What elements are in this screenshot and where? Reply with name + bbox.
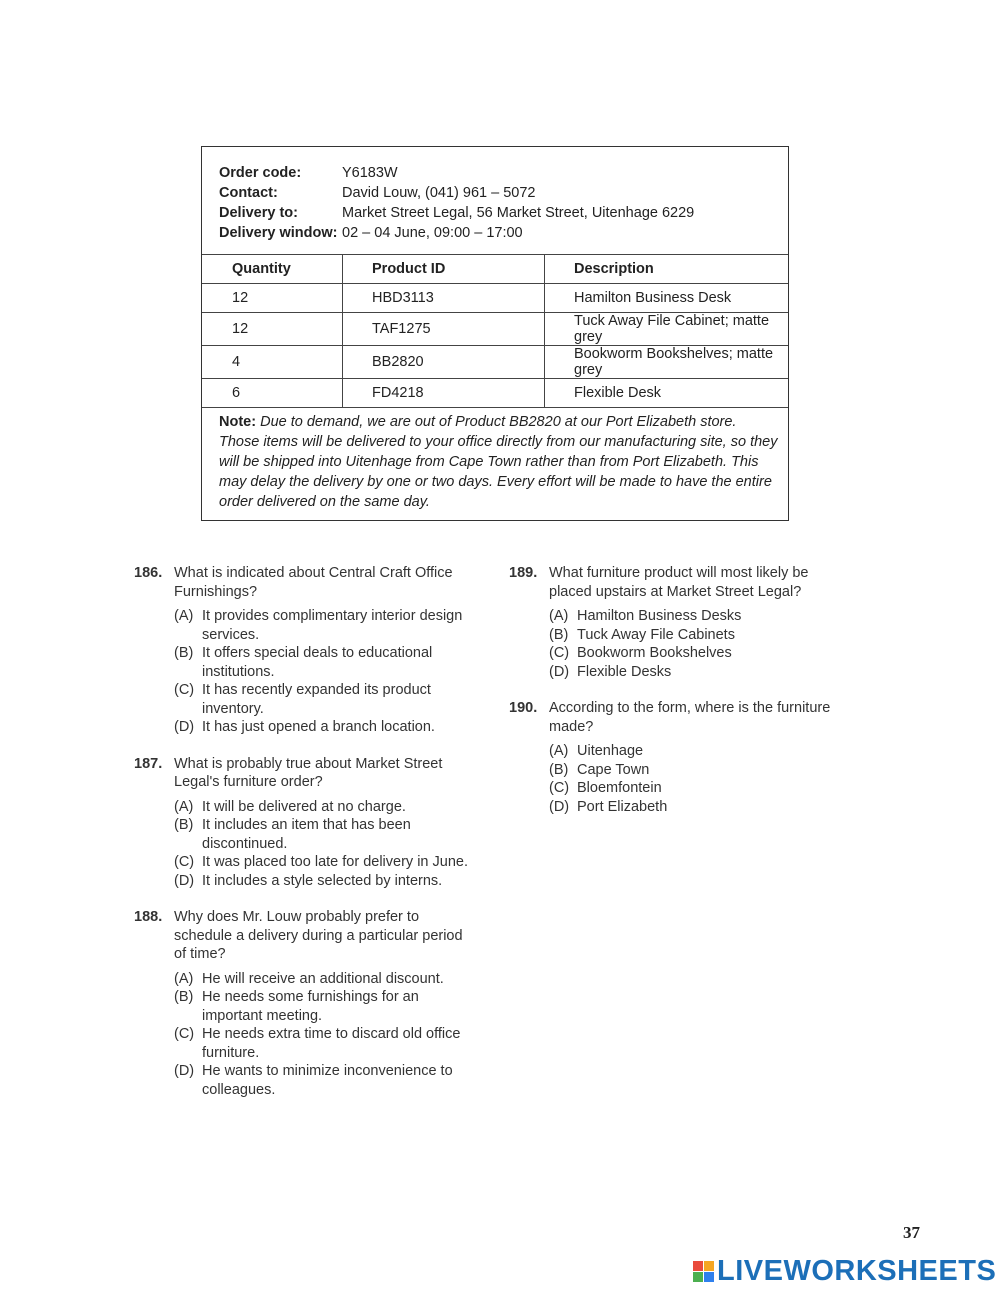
column-header-product-id: Product ID [343,255,545,284]
question-189 [509,564,894,681]
cell-quantity: 4 [202,346,343,379]
option-letter: (A) [174,970,194,987]
option-letter: (B) [174,645,194,661]
answer-option[interactable] [549,761,894,780]
option-text: It was placed too late for delivery in June. [202,854,468,870]
option-letter: (C) [174,682,195,698]
option-letter: (C) [174,854,195,870]
delivery-window-label: Delivery window: [219,225,338,241]
question-186 [134,564,509,737]
cell-description: Bookworm Bookshelves; matte grey [545,346,789,379]
option-letter: (D) [174,719,195,735]
option-text: Tuck Away File Cabinets [577,626,735,643]
option-letter: (D) [549,663,570,680]
question-number: 188. [134,909,163,925]
order-code-value: Y6183W [342,165,398,181]
answer-options [549,607,894,681]
cell-product-id: HBD3113 [343,284,545,313]
answer-option[interactable] [174,872,509,891]
option-text: It includes a style selected by interns. [202,872,443,889]
option-letter: (B) [174,817,194,833]
contact-row [219,183,694,203]
question-number: 186. [134,565,163,581]
option-letter: (A) [174,798,194,815]
option-letter: (B) [549,626,569,643]
liveworksheets-logo-icon [693,1261,714,1282]
answer-option[interactable] [174,1025,509,1062]
order-note [219,412,779,512]
answer-options [174,798,509,891]
delivery-window-row [219,223,694,243]
question-text: What furniture product will most likely be placed upstairs at Market Street Legal? [549,565,809,600]
order-code-label: Order code: [219,165,302,181]
answer-option[interactable] [549,644,894,663]
answer-option[interactable] [174,644,509,681]
table-header-row [202,255,788,284]
option-text: It has recently expanded its product inventory. [202,682,431,717]
option-letter: (C) [549,645,570,661]
option-text: Hamilton Business Desks [577,608,742,624]
brand-name: LIVEWORKSHEETS [717,1255,997,1287]
option-text: He needs extra time to discard old office furniture. [202,1026,461,1061]
delivery-to-value: Market Street Legal, 56 Market Street, Uitenhage 6229 [342,205,695,221]
cell-product-id: FD4218 [343,379,545,408]
option-letter: (C) [549,780,570,796]
answer-options [549,742,894,816]
option-letter: (D) [174,1063,195,1079]
answer-option[interactable] [174,1062,509,1099]
option-letter: (A) [174,608,194,624]
order-table [202,254,788,408]
table-row [202,379,788,408]
page-number: 37 [903,1223,920,1242]
option-letter: (D) [549,798,570,815]
option-letter: (D) [174,872,195,889]
option-text: It has just opened a branch location. [202,719,435,735]
delivery-window-value: 02 – 04 June, 09:00 – 17:00 [342,225,523,241]
question-number: 189. [509,565,538,581]
answer-option[interactable] [174,970,509,989]
question-number: 190. [509,700,538,716]
option-text: Bookworm Bookshelves [577,645,732,661]
option-text: Port Elizabeth [577,798,668,815]
option-text: Cape Town [577,761,650,778]
note-text: Due to demand, we are out of Product BB2820 at our Port Elizabeth store. Those items will be delivered to your office directly from our manufacturing site, so they will be shipped into Uitenhage from Cape Town rather than from Port Elizabeth. This may delay the delivery by one or two days. Every effort will be made to have the entire order delivered on the same day. [219,414,778,510]
contact-value: David Louw, (041) 961 – 5072 [342,185,536,201]
column-header-quantity: Quantity [202,255,343,284]
order-code-row [219,163,694,183]
question-188 [134,908,509,1099]
answer-options [174,607,509,737]
cell-description: Flexible Desk [545,379,789,408]
option-text: Uitenhage [577,743,644,759]
column-header-description: Description [545,255,789,284]
answer-option[interactable] [549,663,894,682]
question-number: 187. [134,755,163,772]
option-letter: (A) [549,743,569,759]
cell-description: Hamilton Business Desk [545,284,789,313]
option-text: Flexible Desks [577,663,672,680]
option-text: He wants to minimize inconvenience to colleagues. [202,1063,453,1098]
answer-option[interactable] [174,681,509,718]
answer-option[interactable] [549,779,894,798]
option-letter: (A) [549,608,569,624]
note-label: Note: [219,414,257,430]
answer-option[interactable] [549,626,894,645]
cell-description: Tuck Away File Cabinet; matte grey [545,313,789,346]
answer-option[interactable] [549,742,894,761]
questions-section [134,564,894,1117]
cell-product-id: BB2820 [343,346,545,379]
questions-right-column [509,564,894,1117]
question-190 [509,699,894,816]
cell-quantity: 6 [202,379,343,408]
option-text: Bloemfontein [577,780,662,796]
questions-left-column [134,564,509,1117]
option-text: It includes an item that has been discontinued. [202,817,411,852]
option-text: He needs some furnishings for an important meeting. [202,989,419,1024]
answer-option[interactable] [174,816,509,853]
option-text: He will receive an additional discount. [202,970,444,987]
option-text: It offers special deals to educational institutions. [202,645,433,680]
table-row [202,346,788,379]
order-header [219,163,694,243]
answer-option[interactable] [174,607,509,644]
answer-options [174,970,509,1100]
answer-option[interactable] [549,798,894,817]
option-letter: (C) [174,1026,195,1042]
cell-quantity: 12 [202,284,343,313]
answer-option[interactable] [549,607,894,626]
option-text: It will be delivered at no charge. [202,798,406,815]
cell-quantity: 12 [202,313,343,346]
table-row [202,284,788,313]
option-text: It provides complimentary interior design services. [202,608,463,643]
question-187 [134,755,509,891]
question-text: Why does Mr. Louw probably prefer to schedule a delivery during a particular period of time? [174,909,463,962]
order-form [201,146,789,521]
answer-option[interactable] [174,798,509,817]
liveworksheets-brand [693,1255,996,1288]
cell-product-id: TAF1275 [343,313,545,346]
question-text: What is probably true about Market Street Legal's furniture order? [174,755,443,790]
contact-label: Contact: [219,185,278,201]
answer-option[interactable] [174,853,509,872]
question-text: What is indicated about Central Craft Office Furnishings? [174,565,453,600]
option-letter: (B) [549,761,569,778]
answer-option[interactable] [174,988,509,1025]
delivery-to-row [219,203,694,223]
table-row [202,313,788,346]
delivery-to-label: Delivery to: [219,205,298,221]
option-letter: (B) [174,989,194,1005]
answer-option[interactable] [174,718,509,737]
question-text: According to the form, where is the furniture made? [549,700,831,735]
